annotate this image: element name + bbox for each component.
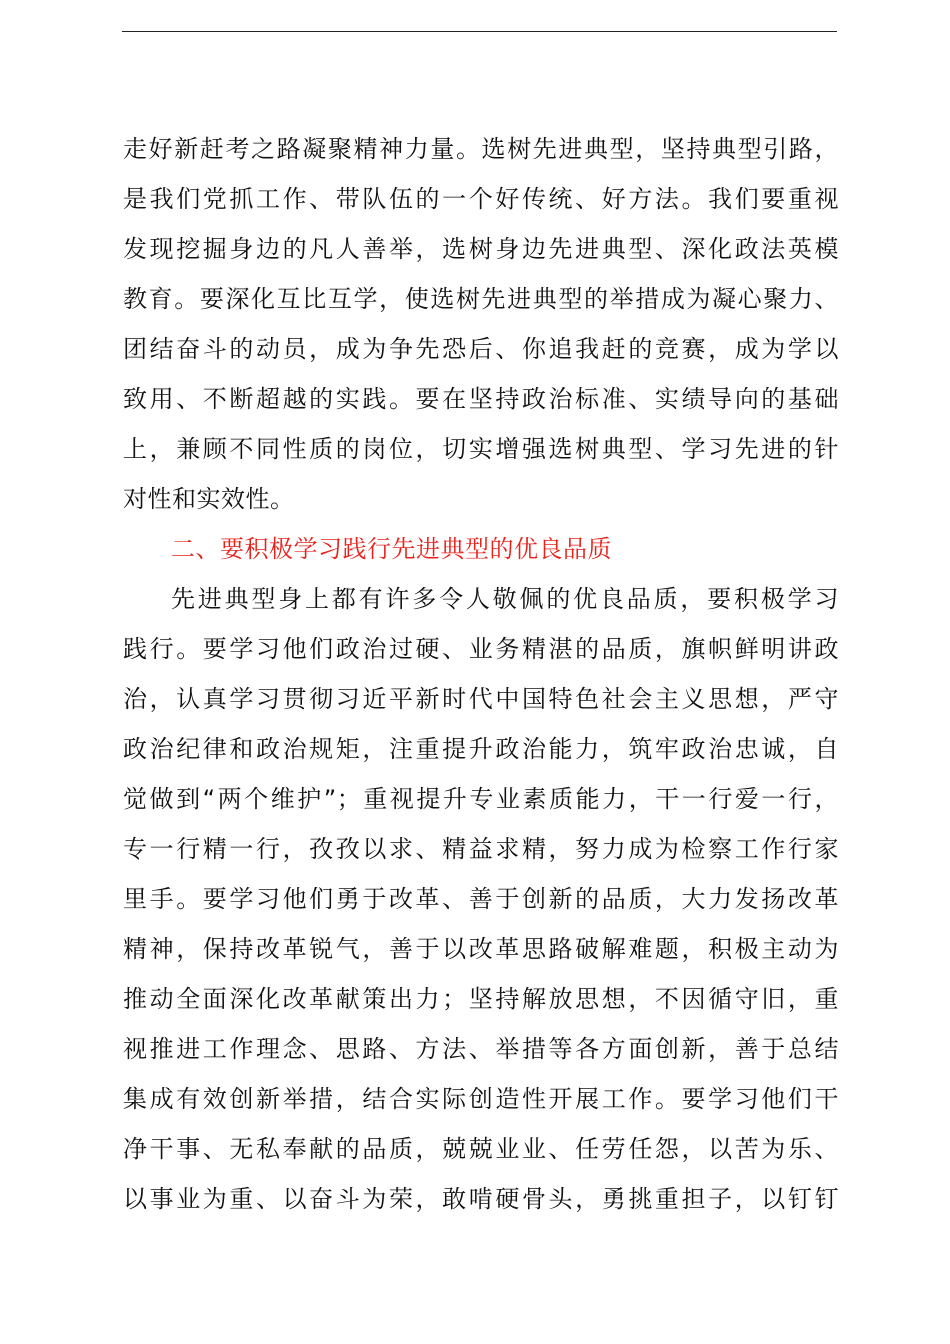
- text-line: 先进典型身上都有许多令人敬佩的优良品质，要积极学习: [171, 585, 839, 613]
- text-line: 政治纪律和政治规矩，注重提升政治能力，筑牢政治忠诚，自: [123, 735, 839, 763]
- text-line: 以事业为重、以奋斗为荣，敢啃硬骨头，勇挑重担子，以钉钉: [123, 1185, 839, 1213]
- text-line: 发现挖掘身边的凡人善举，选树身边先进典型、深化政法英模: [123, 235, 839, 263]
- text-line: 走好新赶考之路凝聚精神力量。选树先进典型，坚持典型引路，: [123, 135, 839, 163]
- text-line: 教育。要深化互比互学，使选树先进典型的举措成为凝心聚力、: [123, 285, 839, 313]
- text-line: 践行。要学习他们政治过硬、业务精湛的品质，旗帜鲜明讲政: [123, 635, 839, 663]
- section-heading: 二、要积极学习践行先进典型的优良品质: [171, 535, 612, 563]
- paragraph-2: [123, 574, 839, 1224]
- document-body: [123, 124, 839, 1224]
- text-line: 觉做到“两个维护”；重视提升专业素质能力，干一行爱一行，: [123, 785, 839, 813]
- header-rule: [122, 31, 837, 32]
- text-line: 是我们党抓工作、带队伍的一个好传统、好方法。我们要重视: [123, 185, 839, 213]
- text-line: 致用、不断超越的实践。要在坚持政治标准、实绩导向的基础: [123, 385, 839, 413]
- paragraph-1: [123, 124, 839, 524]
- text-line: 上，兼顾不同性质的岗位，切实增强选树典型、学习先进的针: [123, 435, 839, 463]
- text-line: 里手。要学习他们勇于改革、善于创新的品质，大力发扬改革: [123, 885, 839, 913]
- text-line: 治，认真学习贯彻习近平新时代中国特色社会主义思想，严守: [123, 685, 839, 713]
- text-line: 精神，保持改革锐气，善于以改革思路破解难题，积极主动为: [123, 935, 839, 963]
- text-line: 推动全面深化改革献策出力；坚持解放思想，不因循守旧，重: [123, 985, 839, 1013]
- text-line: 团结奋斗的动员，成为争先恐后、你追我赶的竞赛，成为学以: [123, 335, 839, 363]
- text-line: 视推进工作理念、思路、方法、举措等各方面创新，善于总结: [123, 1035, 839, 1063]
- text-line: 专一行精一行，孜孜以求、精益求精，努力成为检察工作行家: [123, 835, 839, 863]
- text-line: 净干事、无私奉献的品质，兢兢业业、任劳任怨，以苦为乐、: [123, 1135, 839, 1163]
- text-line: 对性和实效性。: [123, 485, 295, 513]
- text-line: 集成有效创新举措，结合实际创造性开展工作。要学习他们干: [123, 1085, 839, 1113]
